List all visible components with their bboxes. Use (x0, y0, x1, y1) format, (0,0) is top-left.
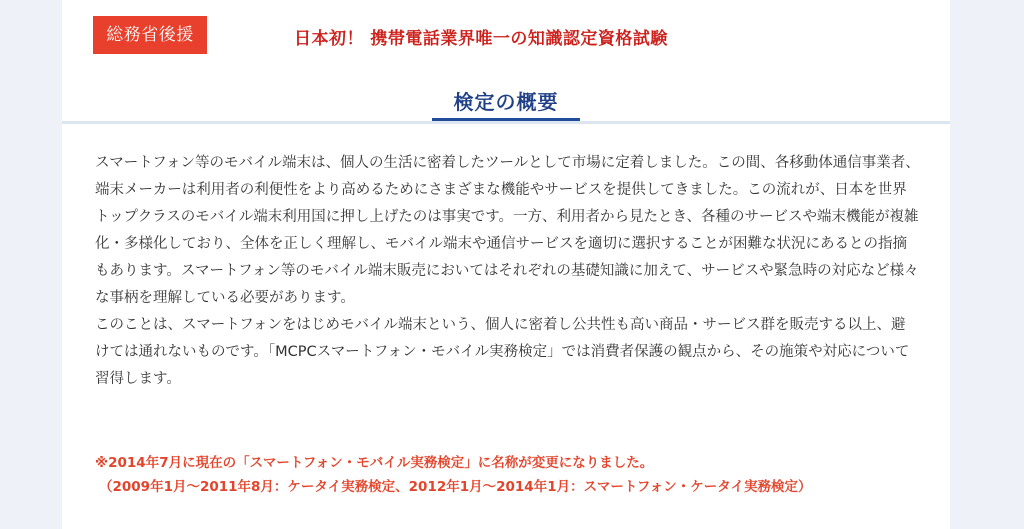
overview-card (62, 0, 950, 529)
section-title: 検定の概要 (453, 90, 559, 114)
body-paragraph-2: このことは、スマートフォンをはじめモバイル端末という、個人に密着し公共性も高い商品・サービス群を販売する以上、避けては通れないものです。「MCPCスマートフォン・モバイル実務検定」では消費者保護の観点から、その施策や対応について習得します。 (95, 317, 910, 387)
headline-text: 日本初！ 携帯電話業界唯一の知識認定資格試験 (294, 29, 668, 49)
sponsor-badge: 総務省後援 (93, 16, 207, 54)
note-history: （2009年1月〜2011年8月：ケータイ実務検定、2012年1月〜2014年1月：スマートフォン・ケータイ実務検定） (99, 479, 812, 495)
note-rename: ※2014年7月に現在の「スマートフォン・モバイル実務検定」に名称が変更になりました。 (95, 455, 654, 471)
body-text (95, 150, 920, 393)
notes (95, 451, 925, 499)
section-divider (62, 121, 950, 124)
body-paragraph-1: スマートフォン等のモバイル端末は、個人の生活に密着したツールとして市場に定着しました。この間、各移動体通信事業者、端末メーカーは利用者の利便性をより高めるためにさまざまな機能やサービスを提供してきました。この流れが、日本を世界トップクラスのモバイル端末利用国に押し上げたのは事実です。一方、利用者から見たとき、各種のサービスや端末機能が複雑化・多様化しており、全体を正しく理解し、モバイル端末や通信サービスを適切に選択することが困難な状況にあるとの指摘もあります。スマートフォン等のモバイル端末販売においてはそれぞれの基礎知識に加えて、サービスや緊急時の対応など様々な事柄を理解している必要があります。 (95, 155, 920, 306)
